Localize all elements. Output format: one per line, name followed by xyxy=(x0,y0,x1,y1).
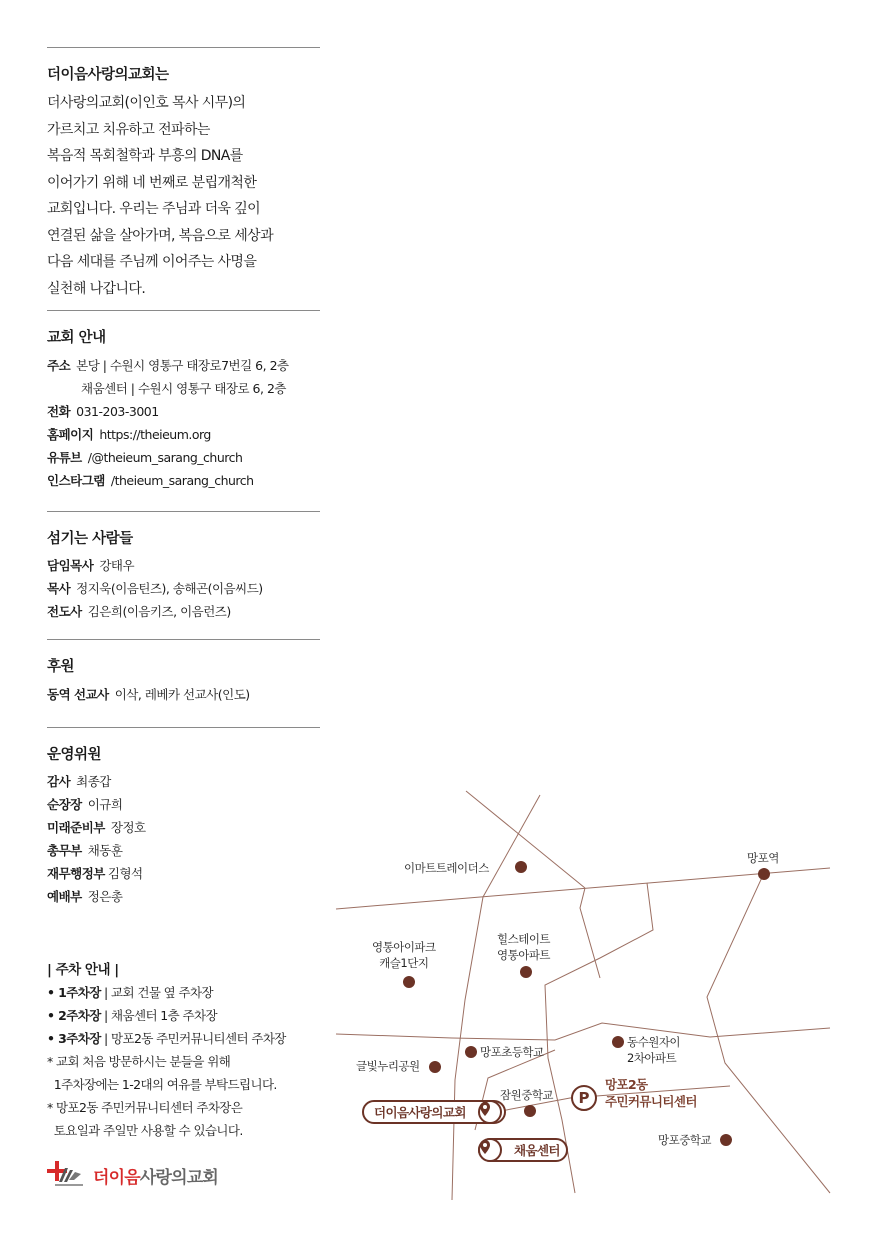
committee-role: 미래준비부 xyxy=(47,820,105,835)
address-row-2 xyxy=(47,379,286,397)
phone-row xyxy=(47,402,159,420)
place-dot-mangpo-middle xyxy=(720,1134,732,1146)
place-dot-mangpo-station xyxy=(758,868,770,880)
place-label-yt-ipark xyxy=(372,939,436,971)
place-dot-emart xyxy=(515,861,527,873)
committee-row xyxy=(47,887,122,905)
parking-note: 토요일과 주일만 사용할 수 있습니다. xyxy=(47,1123,243,1138)
committee-name: 이규희 xyxy=(87,797,123,812)
homepage-link[interactable]: https://theieum.org xyxy=(99,427,211,442)
place-label-geulbit-park: 글빛누리공원 xyxy=(356,1059,420,1073)
place-label-hillstate xyxy=(497,931,550,963)
address-main: 본당 | 수원시 영통구 태장로7번길 6, 2층 xyxy=(76,358,289,373)
address-label: 주소 xyxy=(47,358,71,373)
phone-value: 031-203-3001 xyxy=(76,404,159,419)
community-center-label xyxy=(605,1076,697,1110)
place-label-line: 힐스테이트 xyxy=(497,932,551,946)
divider xyxy=(47,310,320,311)
phone-label: 전화 xyxy=(47,404,71,419)
place-dot-jamwon-middle xyxy=(524,1105,536,1117)
support-row xyxy=(47,685,250,703)
committee-name: 김형석 xyxy=(107,866,143,881)
staff-role: 담임목사 xyxy=(47,558,94,573)
parking-item xyxy=(47,983,213,1001)
youtube-row xyxy=(47,448,242,466)
info-title: 교회 안내 xyxy=(47,330,106,346)
youtube-link[interactable]: /@theieum_sarang_church xyxy=(87,450,243,465)
committee-role: 재무행정부 xyxy=(47,866,105,881)
staff-title: 섬기는 사람들 xyxy=(47,531,133,547)
parking-item-text: | 교회 건물 옆 주차장 xyxy=(100,985,213,1000)
committee-name: 최종갑 xyxy=(76,774,111,789)
divider xyxy=(47,511,320,512)
parking-note: * 교회 처음 방문하시는 분들을 위해 xyxy=(47,1054,231,1069)
staff-name: 김은희(이음키즈, 이음런즈) xyxy=(87,604,231,619)
intro-line: 다음 세대를 주님께 이어주는 사명을 xyxy=(47,254,257,270)
intro-line: 이어가기 위해 네 번째로 분립개척한 xyxy=(47,174,257,191)
address-chaeum: 채움센터 | 수원시 영통구 태장로 6, 2층 xyxy=(81,381,286,396)
committee-role: 총무부 xyxy=(47,843,82,858)
committee-row xyxy=(47,818,146,836)
place-label-jamwon-middle: 잠원중학교 xyxy=(500,1088,554,1102)
church-pin-icon xyxy=(478,1100,502,1124)
place-label-line: 영통아파트 xyxy=(497,948,551,962)
support-name: 이삭, 레베카 선교사(인도) xyxy=(114,687,250,702)
committee-name: 채동훈 xyxy=(87,843,123,858)
instagram-label: 인스타그램 xyxy=(47,473,105,488)
address-row xyxy=(47,356,289,374)
support-role: 동역 선교사 xyxy=(47,687,109,702)
parking-item-label: • 2주차장 xyxy=(47,1008,101,1023)
committee-role: 감사 xyxy=(47,774,71,789)
committee-row xyxy=(47,841,122,859)
staff-role: 전도사 xyxy=(47,604,82,619)
place-dot-yt-ipark xyxy=(403,976,415,988)
place-label-line: 동수원자이 xyxy=(627,1035,681,1049)
place-label-emart: 이마트트레이더스 xyxy=(404,861,489,875)
committee-row xyxy=(47,772,111,790)
homepage-row xyxy=(47,425,211,443)
logo-text-gray: 사랑의교회 xyxy=(139,1167,218,1188)
parking-badge-icon: P xyxy=(571,1085,597,1111)
place-dot-dongsuwon xyxy=(612,1036,624,1048)
staff-row xyxy=(47,579,263,597)
committee-row xyxy=(47,864,143,882)
place-dot-mangpo-elem xyxy=(465,1046,477,1058)
instagram-row xyxy=(47,471,254,489)
staff-name: 강태우 xyxy=(99,558,135,573)
parking-item-label: • 3주차장 xyxy=(47,1031,101,1046)
parking-item-text: | 채움센터 1층 주차장 xyxy=(100,1008,217,1023)
support-title: 후원 xyxy=(47,659,75,675)
parking-note: * 망포2동 주민커뮤니티센터 주차장은 xyxy=(47,1100,243,1115)
church-logo xyxy=(47,1160,218,1190)
divider xyxy=(47,639,320,640)
location-map xyxy=(330,780,840,1200)
staff-row xyxy=(47,602,231,620)
committee-role: 예배부 xyxy=(47,889,82,904)
community-center-line: 주민커뮤니티센터 xyxy=(605,1094,697,1109)
committee-title: 운영위원 xyxy=(47,747,102,763)
place-label-dongsuwon xyxy=(627,1034,680,1066)
place-dot-geulbit-park xyxy=(429,1061,441,1073)
intro-line: 복음적 목회철학과 부흥의 DNA를 xyxy=(47,148,243,164)
youtube-label: 유튜브 xyxy=(47,450,82,465)
parking-item-label: • 1주차장 xyxy=(47,985,101,1000)
staff-name: 정지욱(이음틴즈), 송해곤(이음씨드) xyxy=(76,581,263,596)
chaeum-pin-icon xyxy=(478,1138,502,1162)
map-roads xyxy=(330,780,840,1200)
church-logo-icon xyxy=(47,1160,87,1190)
place-label-mangpo-station: 망포역 xyxy=(747,851,779,865)
parking-note: 1주차장에는 1-2대의 여유를 부탁드립니다. xyxy=(47,1077,277,1092)
place-label-line: 2차아파트 xyxy=(627,1051,677,1065)
divider xyxy=(47,727,320,728)
place-label-mangpo-elem: 망포초등학교 xyxy=(480,1045,544,1059)
committee-row xyxy=(47,795,122,813)
place-label-line: 영통아이파크 xyxy=(372,940,436,954)
committee-role: 순장장 xyxy=(47,797,82,812)
logo-text-red: 더이음 xyxy=(93,1167,140,1188)
parking-title: | 주차 안내 | xyxy=(47,962,119,978)
community-center-line: 망포2동 xyxy=(605,1077,648,1092)
place-label-line: 캐슬1단지 xyxy=(379,956,429,970)
church-location-label: 더이음사랑의교회 xyxy=(374,1105,466,1120)
place-label-mangpo-middle: 망포중학교 xyxy=(658,1133,712,1147)
intro-title: 더이음사랑의교회는 xyxy=(47,67,169,83)
intro-line: 연결된 삶을 살아가며, 복음으로 세상과 xyxy=(47,227,274,244)
place-dot-hillstate xyxy=(520,966,532,978)
instagram-link[interactable]: /theieum_sarang_church xyxy=(110,473,254,488)
homepage-label: 홈페이지 xyxy=(47,427,94,442)
committee-name: 정은총 xyxy=(87,889,123,904)
divider xyxy=(47,47,320,48)
church-logo-text xyxy=(93,1163,218,1188)
intro-line: 실천해 나갑니다. xyxy=(47,280,146,297)
parking-item xyxy=(47,1006,217,1024)
parking-item-text: | 망포2동 주민커뮤니티센터 주차장 xyxy=(100,1031,286,1046)
intro-line: 가르치고 치유하고 전파하는 xyxy=(47,121,210,138)
intro-text xyxy=(47,90,273,302)
parking-item xyxy=(47,1029,286,1047)
staff-row xyxy=(47,556,134,574)
staff-role: 목사 xyxy=(47,581,71,596)
chaeum-location-label: 채움센터 xyxy=(514,1143,560,1158)
intro-line: 더사랑의교회(이인호 목사 시무)의 xyxy=(47,95,246,111)
intro-line: 교회입니다. 우리는 주님과 더욱 깊이 xyxy=(47,201,261,217)
committee-name: 장정호 xyxy=(110,820,146,835)
